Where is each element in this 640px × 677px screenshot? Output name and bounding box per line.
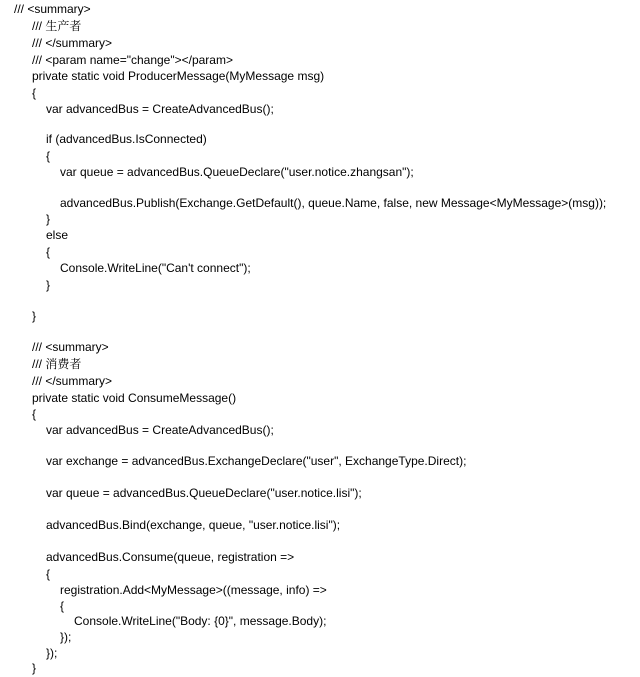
code-line: } bbox=[32, 309, 37, 323]
code-line: /// 生产者 bbox=[32, 19, 82, 33]
code-line: registration.Add<MyMessage>((message, info) => bbox=[60, 583, 327, 597]
code-line: else bbox=[46, 228, 69, 242]
code-line: { bbox=[46, 567, 51, 581]
code-line: var advancedBus = CreateAdvancedBus(); bbox=[46, 423, 274, 437]
code-line: /// 消费者 bbox=[32, 357, 82, 371]
code-line: /// <param name="change"></param> bbox=[32, 53, 233, 67]
code-line: { bbox=[46, 245, 51, 259]
code-line: { bbox=[46, 149, 51, 163]
code-line: } bbox=[46, 212, 51, 226]
code-line: private static void ProducerMessage(MyMessage msg) bbox=[32, 69, 325, 83]
code-line: var advancedBus = CreateAdvancedBus(); bbox=[46, 102, 274, 116]
code-line: }); bbox=[46, 646, 58, 660]
code-line: { bbox=[32, 407, 37, 421]
code-line: private static void ConsumeMessage() bbox=[32, 391, 237, 405]
code-line: { bbox=[32, 86, 37, 100]
code-line: Console.WriteLine("Body: {0}", message.Body); bbox=[74, 614, 327, 628]
code-line: /// <summary> bbox=[32, 340, 109, 354]
code-line: var exchange = advancedBus.ExchangeDeclare("user", ExchangeType.Direct); bbox=[46, 454, 467, 468]
code-line: Console.WriteLine("Can't connect"); bbox=[60, 261, 251, 275]
code-line: var queue = advancedBus.QueueDeclare("user.notice.zhangsan"); bbox=[60, 165, 414, 179]
code-line: { bbox=[60, 599, 65, 613]
code-line: /// <summary> bbox=[14, 2, 91, 16]
code-line: }); bbox=[60, 630, 72, 644]
code-line: advancedBus.Bind(exchange, queue, "user.notice.lisi"); bbox=[46, 518, 341, 532]
code-line: if (advancedBus.IsConnected) bbox=[46, 132, 207, 146]
code-line: /// </summary> bbox=[32, 36, 113, 50]
code-line: var queue = advancedBus.QueueDeclare("user.notice.lisi"); bbox=[46, 486, 362, 500]
code-line: /// </summary> bbox=[32, 374, 113, 388]
code-line: advancedBus.Consume(queue, registration => bbox=[46, 550, 295, 564]
code-line: } bbox=[32, 661, 37, 675]
code-line: } bbox=[46, 278, 51, 292]
code-line: advancedBus.Publish(Exchange.GetDefault(), queue.Name, false, new Message<MyMessage>(msg)); bbox=[60, 196, 607, 210]
